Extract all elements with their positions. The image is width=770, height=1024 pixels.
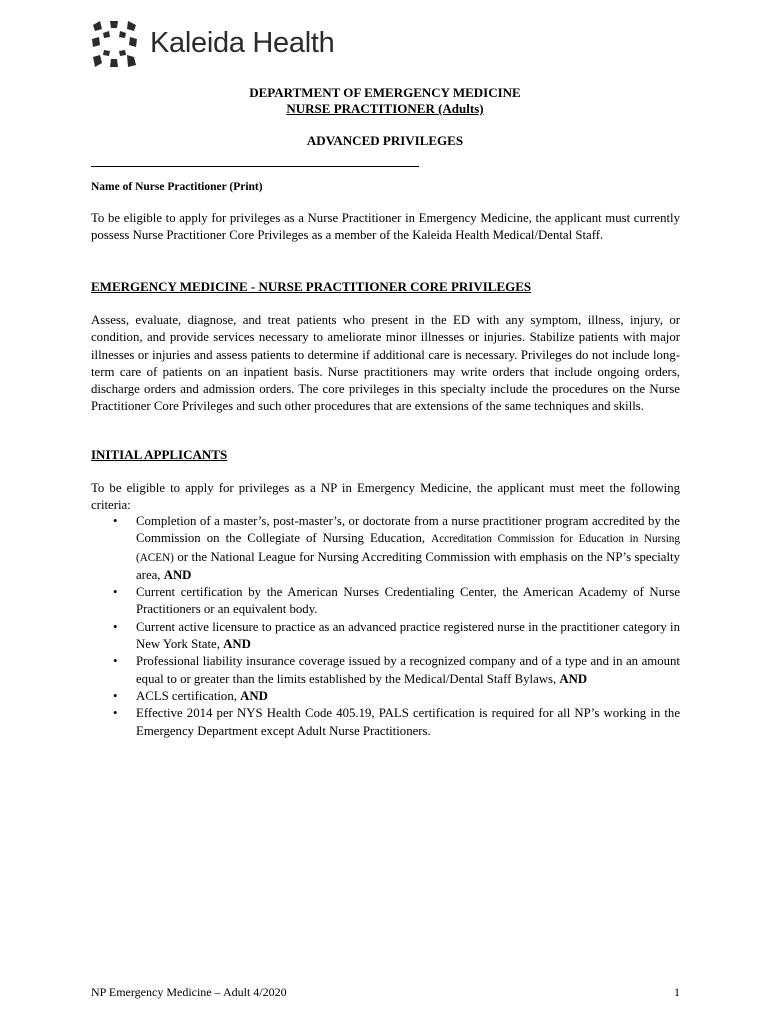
brand-logo: [90, 17, 334, 73]
criteria-text: Effective 2014 per NYS Health Code 405.19, PALS certification is required for all NP’s working in the Emergency Department except Adult Nurse Practitioners.: [136, 706, 680, 738]
criteria-item: [113, 513, 680, 584]
document-type-title: ADVANCED PRIVILEGES: [306, 133, 464, 148]
bullet-icon: •: [113, 619, 118, 634]
core-privileges-paragraph: Assess, evaluate, diagnose, and treat patients who present in the ED with any symptom, illness, injury, or condition, and provide services necessary to ameliorate minor illnesses or injuries. Stabilize patients with major illnesses or injuries and assess patients to determine if additional care is necessary. Privileges do not include long-term care of patients on an inpatient basis. Nurse practitioners may write orders that include ongoing orders, discharge orders and admission orders. The core privileges in this specialty include the procedures on the Nurse Practitioner Core Privileges and such other procedures that are extensions of the same techniques and skills.: [91, 313, 680, 414]
kaleida-health-logo-icon: [90, 17, 140, 73]
criteria-item: [113, 584, 680, 619]
and-keyword: AND: [240, 688, 268, 703]
department-title: DEPARTMENT OF EMERGENCY MEDICINE: [249, 85, 521, 100]
criteria-text: or the National League for Nursing Accrediting Commission with emphasis on the NP’s specialty area,: [136, 549, 680, 582]
brand-name: Kaleida Health: [150, 26, 335, 59]
criteria-text: Completion of a master’s, post-master’s, or doctorate from a nurse practitioner program accredited by the Commission on the Collegiate of Nursing Education,: [136, 514, 680, 546]
criteria-text: Accreditation Commission for Education in Nursing (ACEN): [136, 533, 680, 564]
criteria-text: Current certification by the American Nurses Credentialing Center, the American Academy of Nurse Practitioners or an equivalent body.: [136, 585, 680, 617]
and-keyword: AND: [559, 671, 588, 686]
bullet-icon: •: [113, 654, 118, 669]
criteria-item: [113, 619, 680, 654]
criteria-item: [113, 705, 680, 740]
criteria-item: [113, 653, 680, 688]
criteria-item: [113, 688, 680, 705]
initial-applicants-intro: To be eligible to apply for privileges as a NP in Emergency Medicine, the applicant must meet the following criteria:: [91, 481, 680, 513]
signature-line[interactable]: [91, 166, 419, 167]
role-title: NURSE PRACTITIONER (Adults): [286, 101, 484, 116]
criteria-text: Current active licensure to practice as an advanced practice registered nurse in the practitioner category in New York State,: [136, 619, 680, 652]
signature-label: Name of Nurse Practitioner (Print): [91, 181, 263, 193]
bullet-icon: •: [113, 514, 118, 528]
criteria-text: Professional liability insurance coverage issued by a recognized company and of a type and in an amount equal to or greater than the limits established by the Medical/Dental Staff Bylaws,: [136, 654, 680, 686]
and-keyword: AND: [163, 567, 192, 582]
and-keyword: AND: [223, 637, 251, 652]
core-privileges-heading: EMERGENCY MEDICINE - NURSE PRACTITIONER CORE PRIVILEGES: [91, 279, 532, 294]
page-number: 1: [674, 985, 680, 999]
bullet-icon: •: [113, 688, 118, 703]
bullet-icon: •: [113, 585, 118, 600]
bullet-icon: •: [113, 706, 118, 721]
criteria-list: [91, 513, 680, 740]
initial-applicants-heading: INITIAL APPLICANTS: [91, 447, 228, 462]
criteria-text: ACLS certification,: [136, 688, 241, 703]
footer-document-info: NP Emergency Medicine – Adult 4/2020: [91, 985, 287, 999]
intro-paragraph: To be eligible to apply for privileges as a Nurse Practitioner in Emergency Medicine, the applicant must currently possess Nurse Practitioner Core Privileges as a member of the Kaleida Health Medical/Dental Staff.: [91, 211, 680, 243]
